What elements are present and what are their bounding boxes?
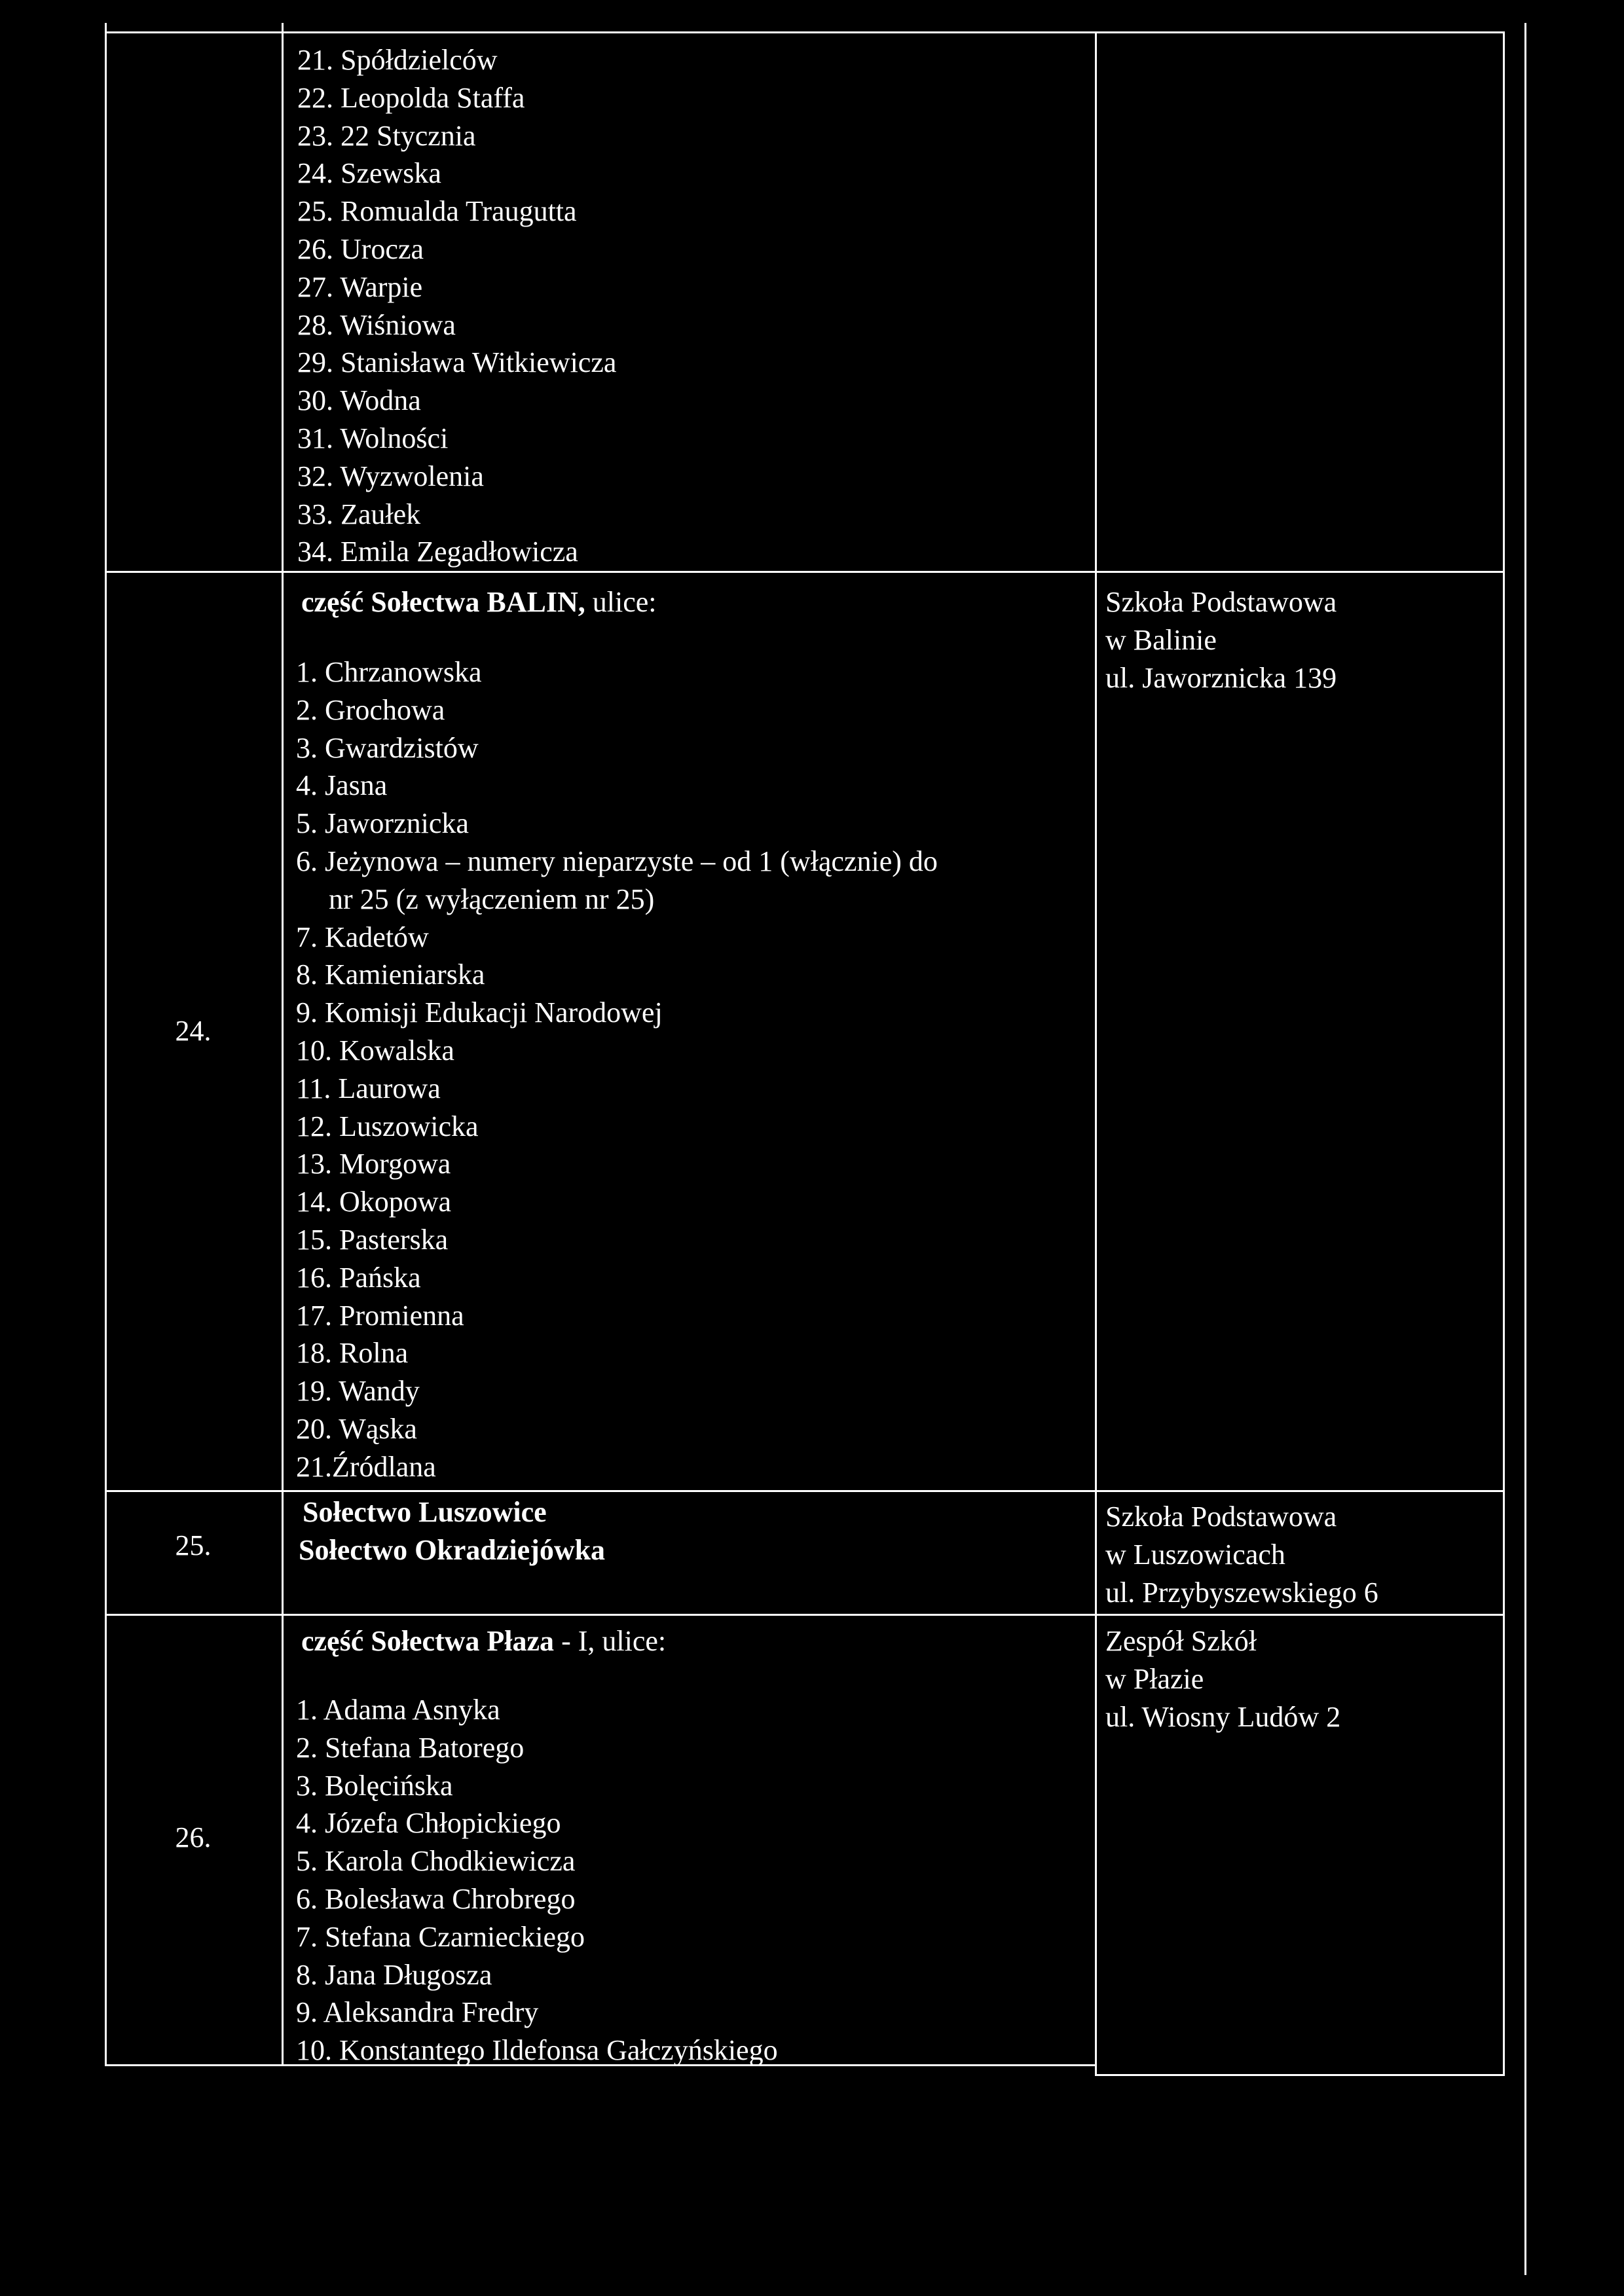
row-25-names (299, 1493, 605, 1569)
list-item: 19. Wandy (296, 1375, 420, 1408)
solectwo-luszowice: Sołectwo Luszowice (303, 1496, 547, 1528)
row-26-school (1105, 1622, 1340, 1736)
school-address: ul. Wiosny Ludów 2 (1105, 1701, 1341, 1733)
list-item: 7. Stefana Czarnieckiego (296, 1920, 585, 1953)
list-item: 9. Aleksandra Fredry (296, 1996, 539, 2029)
row-25-number: 25. (175, 1529, 212, 1561)
list-item: 4. Józefa Chłopickiego (296, 1807, 561, 1840)
grid-row-divider-24 (105, 571, 1505, 573)
school-locality: w Płazie (1105, 1663, 1204, 1695)
list-item: 24. Szewska (297, 157, 441, 190)
list-item: 34. Emila Zegadłowicza (297, 536, 578, 568)
list-item: 25. Romualda Traugutta (297, 195, 577, 228)
school-name: Zespół Szkół (1105, 1625, 1257, 1657)
grid-row-divider-26 (105, 1614, 1505, 1616)
list-item: 12. Luszowicka (296, 1110, 479, 1142)
row-26-header (301, 1622, 666, 1660)
grid-col-2-divider (1095, 31, 1097, 2075)
school-locality: w Balinie (1105, 624, 1217, 656)
list-item: 2. Stefana Batorego (296, 1731, 525, 1764)
row-24-number: 24. (175, 1015, 212, 1047)
list-item: 10. Kowalska (296, 1034, 454, 1066)
list-item: 3. Bolęcińska (296, 1769, 453, 1802)
grid-top-border (105, 31, 1505, 33)
list-item: 28. Wiśniowa (297, 308, 456, 341)
list-item: 6. Bolesława Chrobrego (296, 1882, 576, 1915)
list-item: 26. Urocza (297, 232, 424, 265)
school-locality: w Luszowicach (1105, 1539, 1285, 1571)
list-item: 33. Zaułek (297, 498, 421, 530)
list-item: 13. Morgowa (296, 1148, 451, 1180)
list-item: 15. Pasterska (296, 1223, 449, 1256)
list-item: 22. Leopolda Staffa (297, 81, 525, 114)
list-item: 29. Stanisława Witkiewicza (297, 346, 617, 379)
grid-right-border (1503, 31, 1505, 2075)
list-item: 14. Okopowa (296, 1186, 452, 1218)
list-item: nr 25 (z wyłączeniem nr 25) (329, 883, 655, 915)
list-item: 6. Jeżynowa – numery nieparzyste – od 1 (włącznie) do (296, 845, 938, 877)
row-24-header-bold: część Sołectwa BALIN, (301, 586, 585, 618)
row-25-school (1105, 1498, 1378, 1612)
list-item: 17. Promienna (296, 1299, 464, 1332)
page-margin-line (1524, 23, 1526, 2275)
list-item: 27. Warpie (297, 270, 423, 303)
list-item: 11. Laurowa (296, 1072, 441, 1104)
list-item: 5. Jaworznicka (296, 807, 469, 840)
grid-col-1-divider (282, 23, 284, 2066)
list-item: 10. Konstantego Ildefonsa Gałczyńskiego (296, 2034, 778, 2067)
list-item: 7. Kadetów (296, 920, 429, 953)
list-item: 20. Wąska (296, 1412, 417, 1445)
row-24-header (301, 583, 657, 621)
list-item: 21.Źródlana (296, 1450, 436, 1483)
solectwo-okradziejowka: Sołectwo Okradziejówka (299, 1534, 606, 1566)
list-item: 9. Komisji Edukacji Narodowej (296, 996, 663, 1029)
list-item: 21. Spółdzielców (297, 44, 498, 76)
row-24-street-list (296, 653, 938, 1486)
school-address: ul. Przybyszewskiego 6 (1105, 1576, 1378, 1609)
list-item: 1. Adama Asnyka (296, 1694, 500, 1726)
list-item: 32. Wyzwolenia (297, 460, 484, 492)
list-item: 1. Chrzanowska (296, 656, 482, 688)
grid-bottom-col-3 (1095, 2074, 1505, 2076)
list-item: 8. Kamieniarska (296, 958, 485, 991)
list-item: 2. Grochowa (296, 693, 445, 726)
top-street-list (297, 41, 616, 571)
row-26-header-rest: - I, ulice: (554, 1625, 667, 1657)
list-item: 3. Gwardzistów (296, 731, 479, 764)
list-item: 30. Wodna (297, 384, 421, 417)
row-26-number: 26. (175, 1821, 212, 1853)
list-item: 31. Wolności (297, 422, 449, 454)
school-address: ul. Jaworznicka 139 (1105, 662, 1337, 694)
list-item: 5. Karola Chodkiewicza (296, 1845, 576, 1878)
grid-row-divider-25 (105, 1490, 1505, 1492)
school-name: Szkoła Podstawowa (1105, 1501, 1337, 1533)
list-item: 18. Rolna (296, 1337, 409, 1370)
school-name: Szkoła Podstawowa (1105, 586, 1337, 618)
row-24-header-rest: ulice: (585, 586, 657, 618)
list-item: 8. Jana Długosza (296, 1958, 492, 1991)
row-26-header-bold: część Sołectwa Płaza (301, 1625, 555, 1657)
row-24-school (1105, 583, 1337, 697)
list-item: 16. Pańska (296, 1261, 421, 1294)
row-26-street-list (296, 1691, 778, 2069)
list-item: 23. 22 Stycznia (297, 119, 476, 152)
list-item: 4. Jasna (296, 769, 388, 802)
